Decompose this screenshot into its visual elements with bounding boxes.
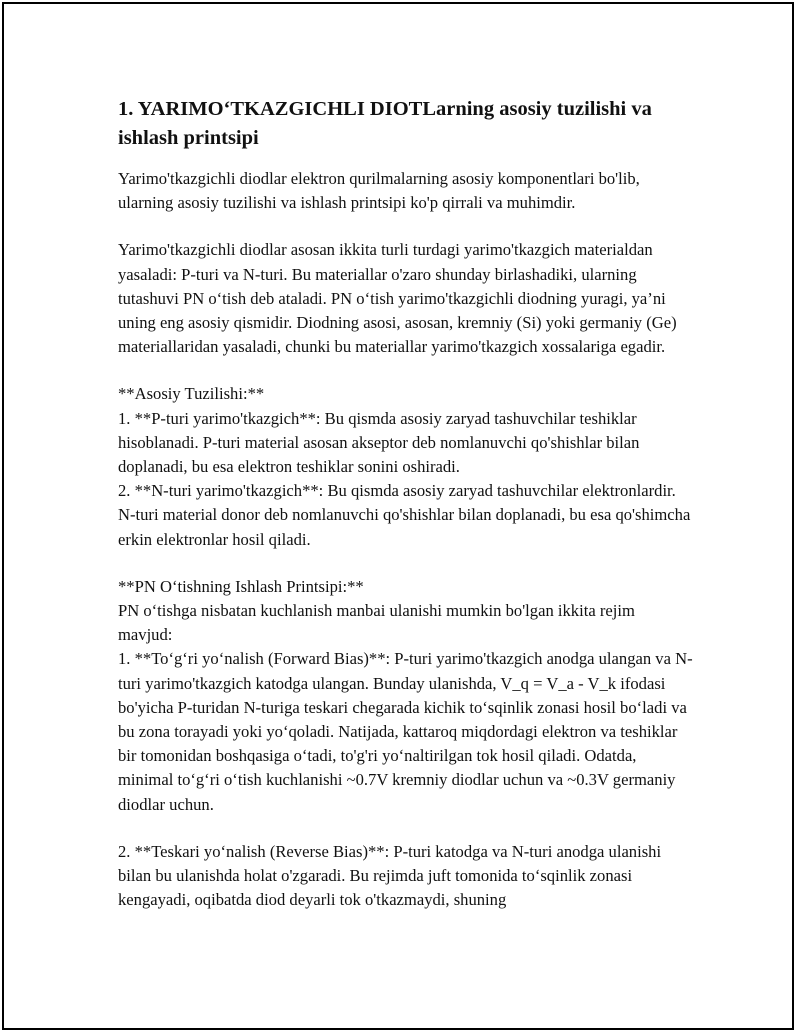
document-body bbox=[118, 95, 693, 935]
paragraph-intro: Yarimo'tkazgichli diodlar elektron qurilmalarning asosiy komponentlari bo'lib, ularning asosiy tuzilishi va ishlash printsipi ko'p qirrali va muhimdir. bbox=[118, 169, 640, 213]
paragraph-materials: Yarimo'tkazgichli diodlar asosan ikkita turli turdagi yarimo'tkazgich materialdan yasaladi: P-turi va N-turi. Bu materiallar o'zaro shunday birlashadiki, ularning tutashuvi PN o‘tish deb ataladi. PN o‘tish yarimo'tkazgichli diodning yuragi, ya’ni uning eng asosiy qismidir. Diodning asosi, asosan, kremniy (Si) yoki germaniy (Ge) materiallaridan yasaladi, chunki bu materiallar yarimo'tkazgich xossalariga egadir. bbox=[118, 240, 677, 357]
page-title: 1. YARIMO‘TKAZGICHLI DIOTLarning asosiy tuzilishi va ishlash printsipi bbox=[118, 98, 652, 149]
paragraph-pn-principle: **PN O‘tishning Ishlash Printsipi:** PN o‘tishga nisbatan kuchlanish manbai ulanishi mumkin bo'lgan ikkita rejim mavjud: 1. **To‘g‘ri yo‘nalish (Forward Bias)**: P-turi yarimo'tkazgich anodga ulangan va N-turi yarimo'tkazgich katodga ulangan. Bunday ulanishda, V_q = V_a - V_k ifodasi bo'yicha P-turidan N-turiga teskari chegarada kichik to‘sqinlik zonasi hosil bo‘ladi va bu zona torayadi yoki yo‘qoladi. Natijada, kattaroq miqdordagi elektron va teshiklar bir tomonidan boshqasiga o‘tadi, to'g'ri yo‘naltirilgan tok hosil qiladi. Odatda, minimal to‘g‘ri o‘tish kuchlanishi ~0.7V kremniy diodlar uchun va ~0.3V germaniy diodlar uchun. bbox=[118, 576, 693, 814]
paragraph-reverse-bias: 2. **Teskari yo‘nalish (Reverse Bias)**: P-turi katodga va N-turi anodga ulanishi bilan bu ulanishda holat o'zgaradi. Bu rejimda juft tomonida to‘sqinlik zonasi kengayadi, oqibatda diod deyarli tok o'tkazmaydi, shuning bbox=[118, 841, 662, 910]
paragraph-structure: **Asosiy Tuzilishi:** 1. **P-turi yarimo'tkazgich**: Bu qismda asosiy zaryad tashuvchilar teshiklar hisoblanadi. P-turi material asosan akseptor deb nomlanuvchi qo'shishlar bilan doplanadi, bu esa elektron teshiklar sonini oshiradi. 2. **N-turi yarimo'tkazgich**: Bu qismda asosiy zaryad tashuvchilar elektronlardir. N-turi material donor deb nomlanuvchi qo'shishlar bilan doplanadi, bu esa qo'shimcha erkin elektronlar hosil qiladi. bbox=[118, 384, 691, 549]
